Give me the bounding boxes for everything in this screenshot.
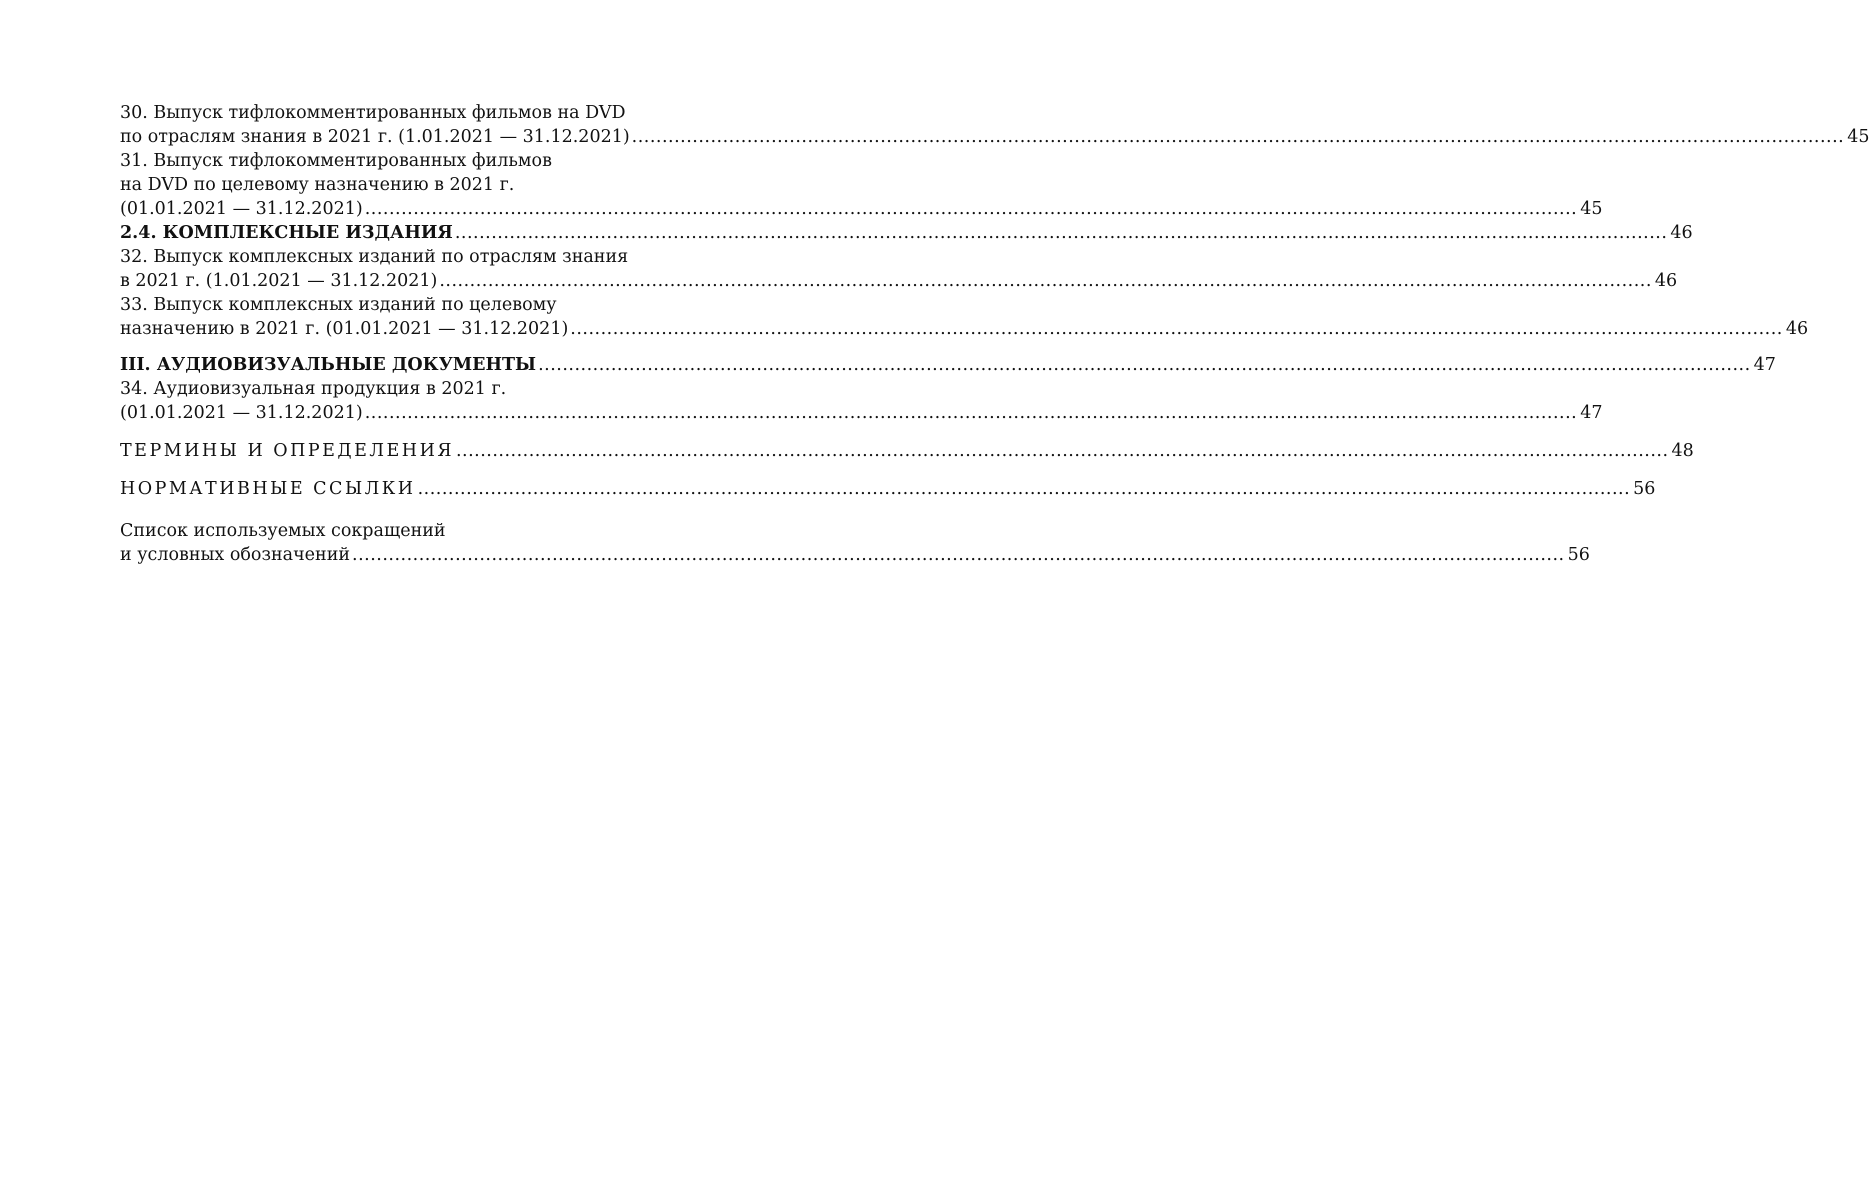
toc-entry-last-line xyxy=(120,197,1603,221)
toc-entry-33[interactable] xyxy=(120,293,1809,341)
section-heading: 2.4. КОМПЛЕКСНЫЕ ИЗДАНИЯ xyxy=(120,223,453,243)
toc-section-iii[interactable] xyxy=(120,353,1776,377)
toc-entry-31[interactable] xyxy=(120,149,1603,221)
toc-entry-last-line xyxy=(120,317,1809,341)
toc-entry-text: 32. Выпуск комплексных изданий по отраслям знания xyxy=(120,247,629,267)
dot-leader: ........................................................................................................................................................................................................ xyxy=(364,199,1578,219)
toc-entry-text: по отраслям знания в 2021 г. (1.01.2021 — 31.12.2021) xyxy=(120,127,630,147)
toc-entry-34[interactable] xyxy=(120,377,1603,425)
dot-leader: ........................................................................................................................................................................................................ xyxy=(454,223,1668,243)
toc-entry-last-line xyxy=(120,221,1693,245)
toc-entry-last-line xyxy=(120,401,1603,425)
toc-entry-text: (01.01.2021 — 31.12.2021) xyxy=(120,403,363,423)
toc-entry-32[interactable] xyxy=(120,245,1678,293)
toc-normative-references[interactable] xyxy=(120,477,1656,501)
toc-entry-text: 34. Аудиовизуальная продукция в 2021 г. xyxy=(120,379,507,399)
toc-entry-text: на DVD по целевому назначению в 2021 г. xyxy=(120,175,515,195)
page-number: 46 xyxy=(1654,271,1678,291)
toc-entry-text: и условных обозначений xyxy=(120,545,351,565)
dot-leader: ........................................................................................................................................................................................................ xyxy=(352,545,1565,565)
page-number: 47 xyxy=(1753,355,1776,375)
page-number: 48 xyxy=(1671,441,1694,461)
toc-entry-text: Список используемых сокращений xyxy=(120,521,446,541)
dot-leader: ........................................................................................................................................................................................................ xyxy=(631,127,1845,147)
toc-entry-text: 33. Выпуск комплексных изданий по целевому xyxy=(120,295,557,315)
toc-abbreviations[interactable] xyxy=(120,519,1590,567)
toc-entry-last-line xyxy=(120,353,1776,377)
toc-entry-last-line xyxy=(120,439,1694,463)
toc-entry-text: (01.01.2021 — 31.12.2021) xyxy=(120,199,363,219)
dot-leader: ........................................................................................................................................................................................................ xyxy=(538,355,1751,375)
dot-leader: ........................................................................................................................................................................................................ xyxy=(417,479,1631,499)
dot-leader: ........................................................................................................................................................................................................ xyxy=(364,403,1578,423)
toc-entry-text: в 2021 г. (1.01.2021 — 31.12.2021) xyxy=(120,271,438,291)
toc-entry-last-line xyxy=(120,477,1656,501)
toc-entry-last-line xyxy=(120,125,1870,149)
toc-entry-last-line xyxy=(120,543,1590,567)
table-of-contents xyxy=(120,101,1870,567)
dot-leader: ........................................................................................................................................................................................................ xyxy=(455,441,1669,461)
page-number: 56 xyxy=(1633,479,1656,499)
page-number: 45 xyxy=(1847,127,1870,147)
page-number: 46 xyxy=(1785,319,1809,339)
toc-entry-text: назначению в 2021 г. (01.01.2021 — 31.12.2021) xyxy=(120,319,569,339)
page-number: 47 xyxy=(1580,403,1603,423)
page-number: 45 xyxy=(1580,199,1603,219)
toc-entry-last-line xyxy=(120,269,1678,293)
toc-terms-definitions[interactable] xyxy=(120,439,1694,463)
section-heading: III. АУДИОВИЗУАЛЬНЫЕ ДОКУМЕНТЫ xyxy=(120,355,537,375)
toc-entry-text: 31. Выпуск тифлокомментированных фильмов xyxy=(120,151,552,171)
dot-leader: ........................................................................................................................................................................................................ xyxy=(439,271,1652,291)
toc-entry-text: 30. Выпуск тифлокомментированных фильмов на DVD xyxy=(120,103,626,123)
dot-leader: ........................................................................................................................................................................................................ xyxy=(570,319,1783,339)
toc-section-2-4[interactable] xyxy=(120,221,1693,245)
toc-entry-30[interactable] xyxy=(120,101,1870,149)
section-heading: НОРМАТИВНЫЕ ССЫЛКИ xyxy=(120,479,416,499)
page-number: 46 xyxy=(1670,223,1693,243)
page-number: 56 xyxy=(1567,545,1590,565)
section-heading: ТЕРМИНЫ И ОПРЕДЕЛЕНИЯ xyxy=(120,441,454,461)
